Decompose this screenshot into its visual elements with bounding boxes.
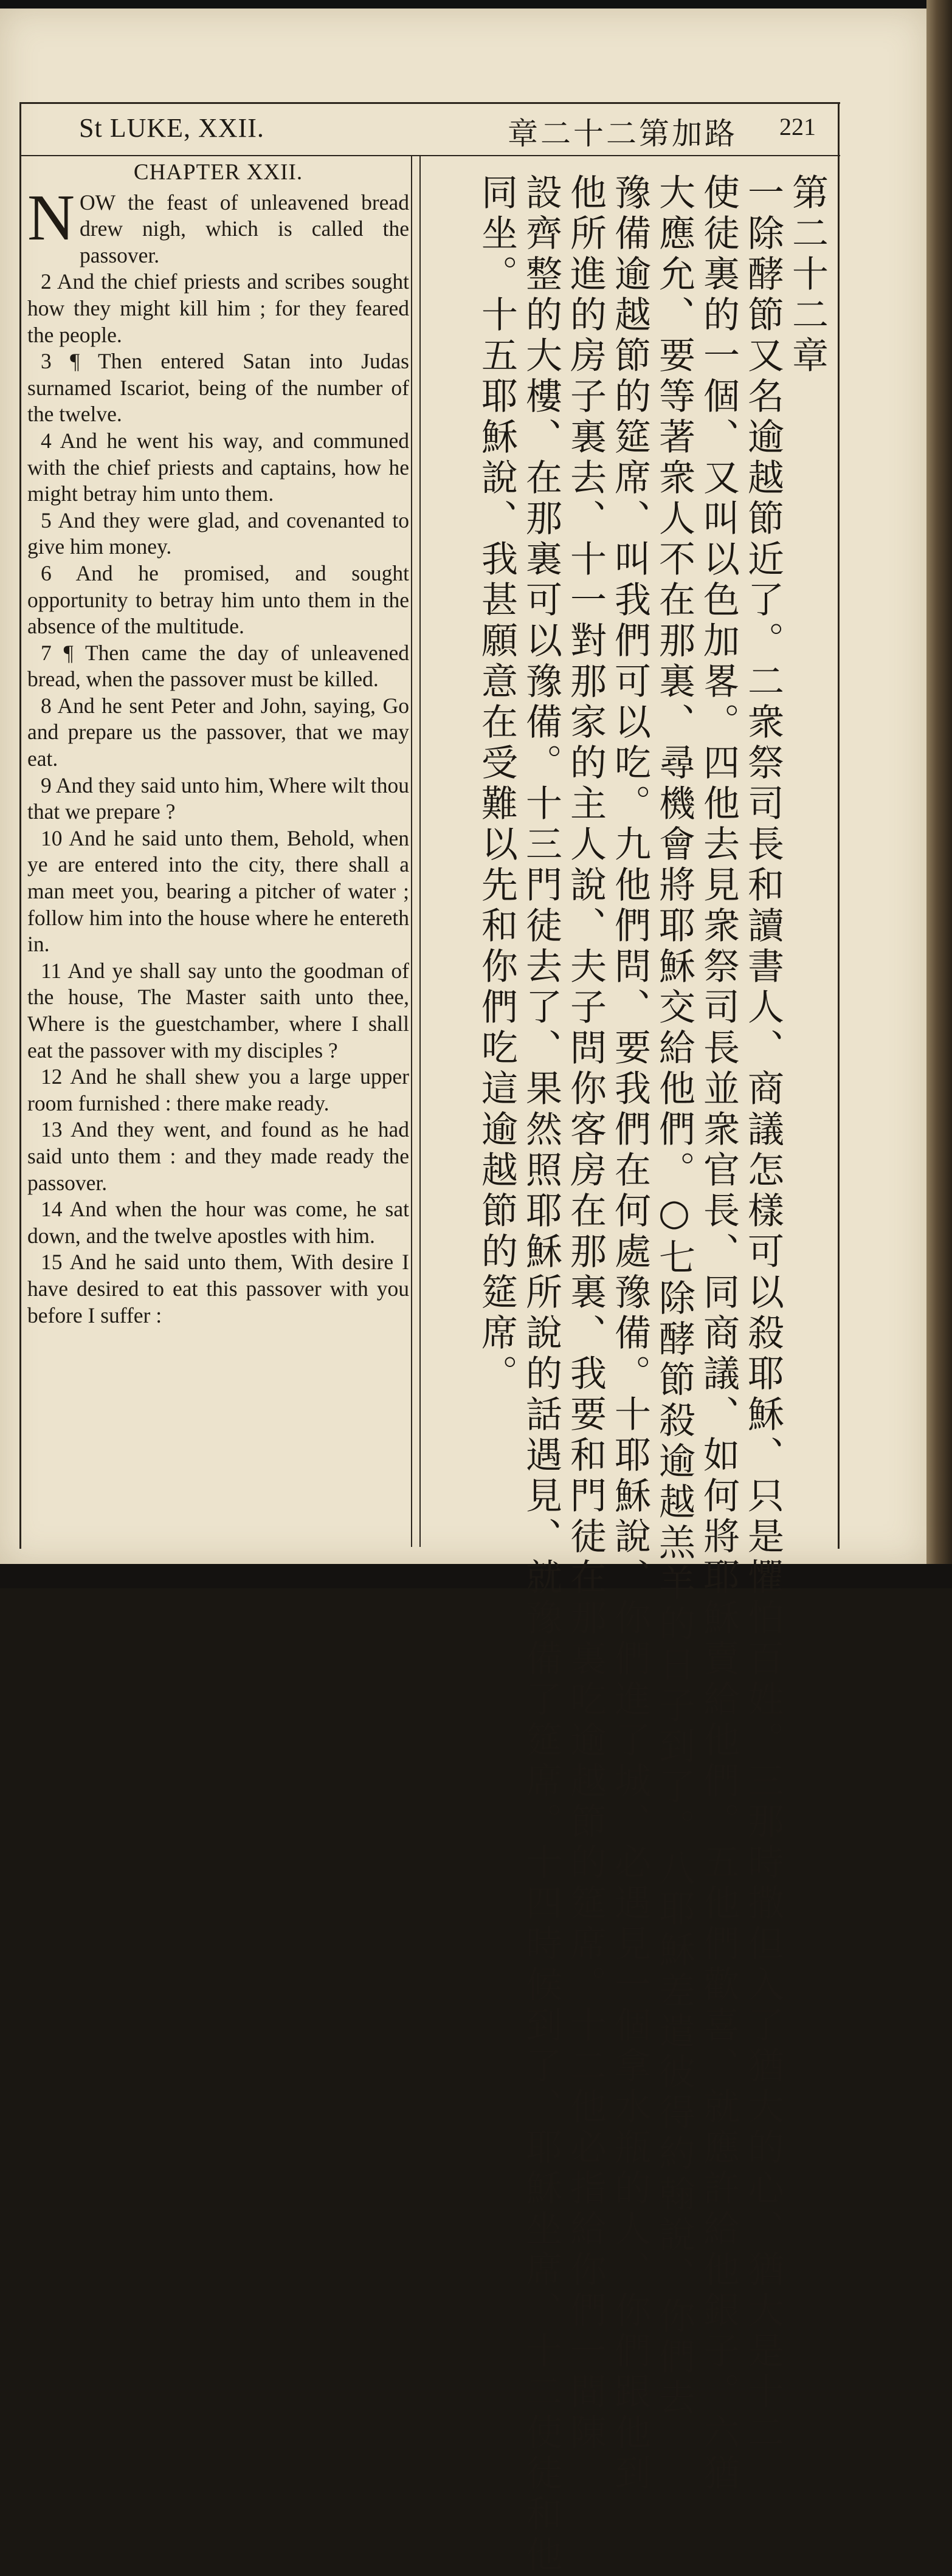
verse-1	[27, 181, 409, 269]
column-divider	[411, 155, 412, 1547]
verse: 15 And he said unto them, With desire I have desired to eat this passover with you before I suffer :	[27, 1250, 409, 1328]
scan-bottom-border	[0, 1564, 952, 1588]
verse: 12 And he shall shew you a large upper room furnished : there make ready.	[27, 1064, 409, 1115]
book-edge	[926, 0, 952, 1588]
header-rule-top	[19, 102, 840, 104]
chinese-text-line: 大應允、要等著衆人不在那裏、尋機會將耶穌交給他們。○七除酵節殺逾越羔羊的日子到了。八耶穌差遣彼得約翰說、你們去	[653, 173, 695, 2419]
verse: 14 And when the hour was come, he sat down, and the twelve apostles with him.	[27, 1197, 409, 1248]
verse: 10 And he said unto them, Behold, when ye are entered into the city, there shall a man meet you, bearing a pitcher of water ; follow him into the house where he entereth in.	[27, 825, 409, 957]
drop-cap: N	[27, 181, 75, 254]
verse: 8 And he sent Peter and John, saying, Go and prepare us the passover, that we may eat.	[27, 693, 409, 771]
verse: 13 And they went, and found as he had said unto them : and they made ready the passover.	[27, 1117, 409, 1195]
chinese-text-line: 一除酵節又名逾越節近了。二衆祭司長和讀書人、商議怎樣可以殺耶穌、只是懼怕百姓。三那時撒但入了猶大的心、猶大是十二	[742, 173, 784, 2454]
frame-left-rule	[19, 102, 21, 1549]
frame-right-rule	[838, 102, 840, 1549]
verse: 6 And he promised, and sought opportunity to betray him unto them in the absence of the multitude.	[27, 560, 409, 639]
chinese-text-line: 同坐。十五耶穌說、我甚願意在受難以先和你們吃這逾越節的筵席。	[475, 173, 518, 1395]
verse: 4 And he went his way, and communed with the chief priests and captains, how he might betray him unto them.	[27, 428, 409, 506]
chapter-heading: CHAPTER XXII.	[133, 160, 303, 185]
verse: 3 ¶ Then entered Satan into Judas surnamed Iscariot, being of the number of the twelve.	[27, 349, 409, 427]
chinese-text-line: 他所進的房子裏去、十一對那家的主人說、夫子問你客房在那裏、我要和門徒在那裏吃逾越節的筵席。十二他必指給你們一間陳	[564, 173, 607, 2454]
running-head-chinese: 章二十二第加路	[508, 116, 737, 151]
verse-1-text: OW the feast of unleavened bread drew nigh, which is called the passover.	[80, 190, 409, 267]
header-rule-bottom	[19, 155, 840, 156]
chinese-column	[428, 173, 835, 2576]
chinese-text-line: 設齊整的大樓、在那裏可以豫備。十三門徒去了、果然照耶穌所說的話遇見、就豫備了筵席。十四時候到了、耶穌坐席、十二使徒和他	[520, 173, 562, 2576]
verse: 9 And they said unto him, Where wilt thou that we prepare ?	[27, 773, 409, 824]
verse: 7 ¶ Then came the day of unleavened bread, when the passover must be killed.	[27, 640, 409, 692]
english-column	[27, 159, 409, 1329]
page-number: 221	[779, 113, 816, 140]
verse: 2 And the chief priests and scribes sought how they might kill him ; for they feared the people.	[27, 269, 409, 347]
chinese-text-line: 豫備逾越節的筵席、叫我們可以吃。九他們問、要我們在何處豫備。十耶穌說、你們進了城、必遇見一個拿水瓶的人、你們跟他到	[609, 173, 651, 2495]
chinese-chapter-heading: 第二十二章	[786, 173, 829, 377]
running-head-english: St LUKE, XXII.	[79, 113, 264, 143]
verse: 5 And they were glad, and covenanted to give him money.	[27, 508, 409, 559]
column-divider-double	[419, 155, 421, 1547]
verse: 11 And ye shall say unto the goodman of the house, The Master saith unto thee, Where is the guestchamber, where I shall eat the passover with my disciples ?	[27, 958, 409, 1062]
chinese-text-line: 使徒裏的一個、又叫以色加畧。四他去見衆祭司長並衆官長、同商議、如何將耶穌賣給他們。五他們歡喜、就應許給他銀子。六猶	[697, 173, 740, 2495]
